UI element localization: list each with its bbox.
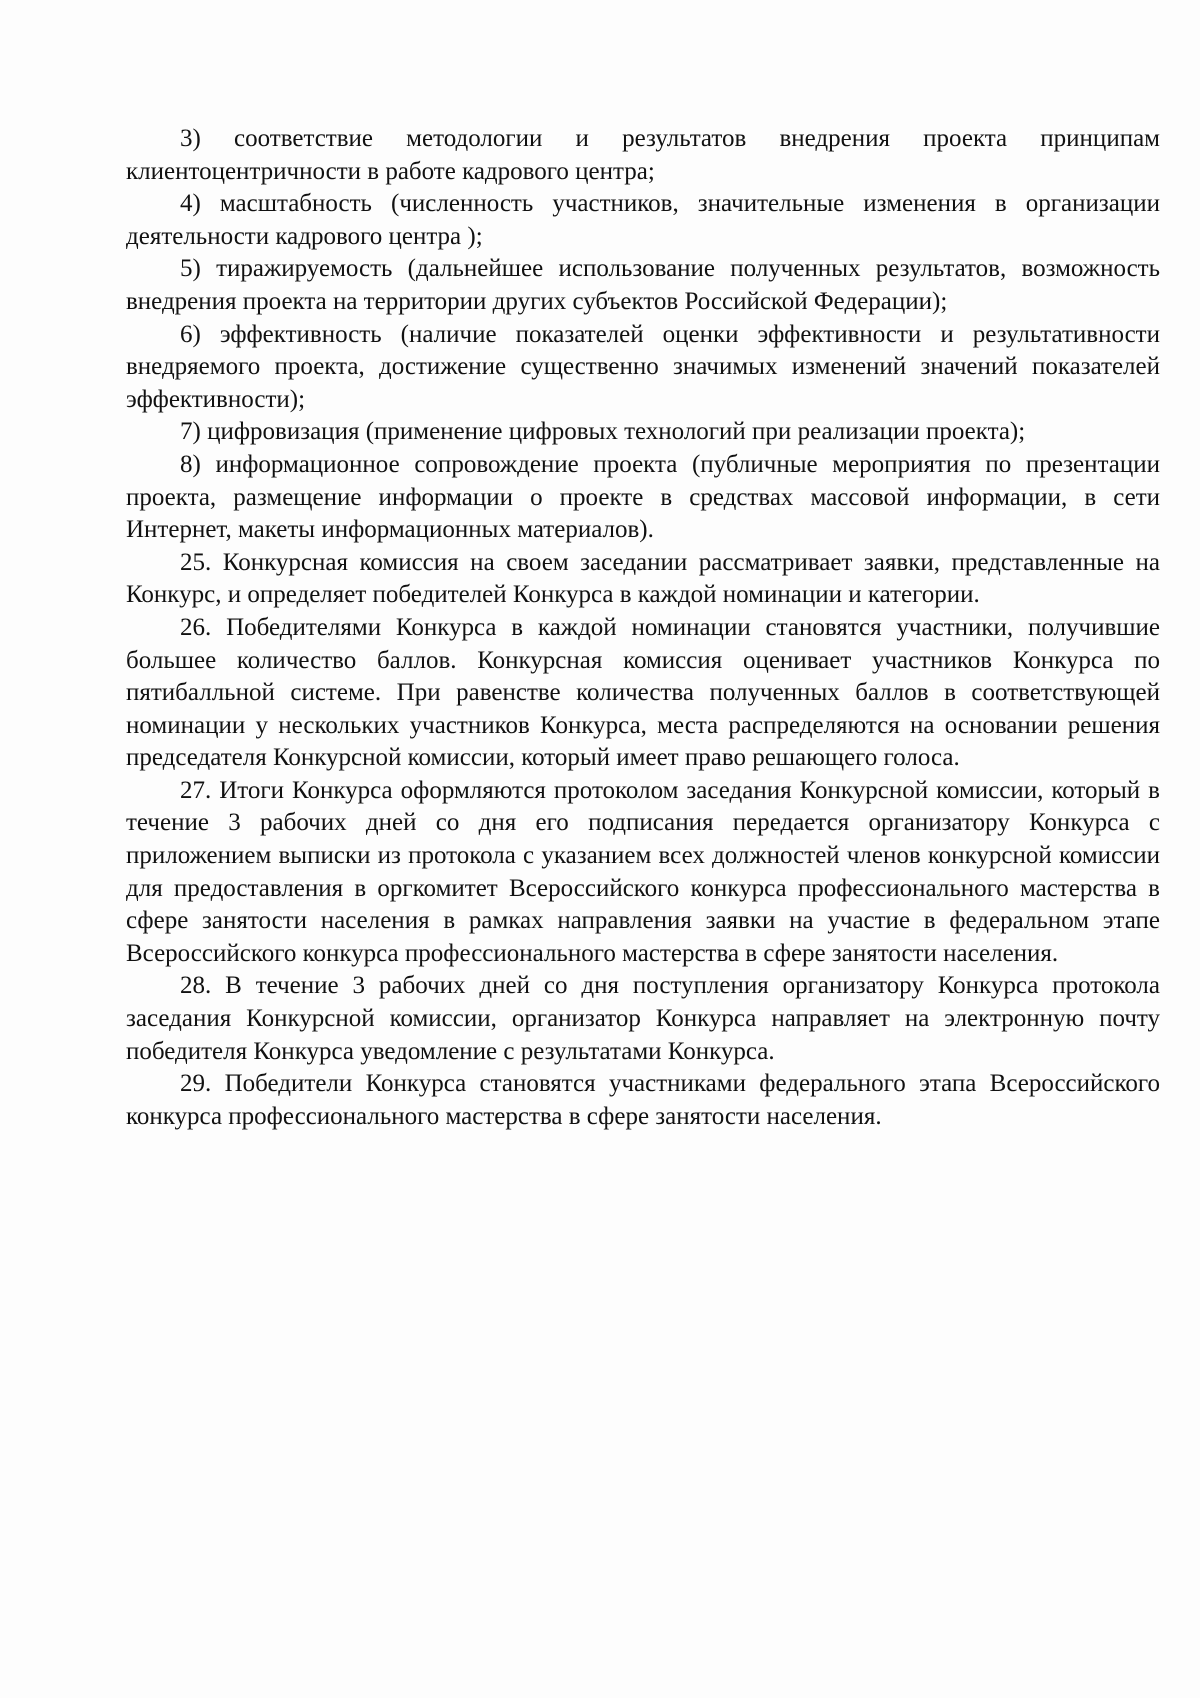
criterion-5-paragraph: 5) тиражируемость (дальнейшее использование полученных результатов, возможность внедрения проекта на территории других субъектов Российской Федерации); (126, 255, 1160, 315)
clause-27-paragraph: 27. Итоги Конкурса оформляются протоколом заседания Конкурсной комиссии, который в течение 3 рабочих дней со дня его подписания передается организатору Конкурса с приложением выписки из протокола с указанием всех должностей членов конкурсной комиссии для предоставления в оргкомитет Всероссийского конкурса профессионального мастерства в сфере занятости населения в рамках направления заявки на участие в федеральном этапе Всероссийского конкурса профессионального мастерства в сфере занятости населения. (126, 776, 1160, 967)
criterion-6-paragraph: 6) эффективность (наличие показателей оценки эффективности и результативности внедряемого проекта, достижение существенно значимых изменений значений показателей эффективности); (126, 320, 1160, 413)
criterion-4-paragraph: 4) масштабность (численность участников, значительные изменения в организации деятельности кадрового центра ); (126, 190, 1160, 250)
clause-29-paragraph: 29. Победители Конкурса становятся участниками федерального этапа Всероссийского конкурса профессионального мастерства в сфере занятости населения. (126, 1070, 1160, 1130)
clause-26-paragraph: 26. Победителями Конкурса в каждой номинации становятся участники, получившие большее количество баллов. Конкурсная комиссия оценивает участников Конкурса по пятибалльной системе. При равенстве количества полученных баллов в соответствующей номинации у нескольких участников Конкурса, места распределяются на основании решения председателя Конкурсной комиссии, который имеет право решающего голоса. (126, 613, 1160, 772)
criterion-7-paragraph: 7) цифровизация (применение цифровых технологий при реализации проекта); (180, 418, 1026, 446)
criterion-8-paragraph: 8) информационное сопровождение проекта (публичные мероприятия по презентации проекта, размещение информации о проекте в средствах массовой информации, в сети Интернет, макеты информационных материалов). (126, 450, 1160, 544)
clause-25-paragraph: 25. Конкурсная комиссия на своем заседании рассматривает заявки, представленные на Конкурс, и определяет победителей Конкурса в каждой номинации и категории. (126, 548, 1160, 609)
document-body (126, 123, 1160, 1133)
clause-28-paragraph: 28. В течение 3 рабочих дней со дня поступления организатору Конкурса протокола заседания Конкурсной комиссии, организатор Конкурса направляет на электронную почту победителя Конкурса уведомление с результатами Конкурса. (126, 972, 1160, 1065)
criterion-3-paragraph: 3) соответствие методологии и результатов внедрения проекта принципам клиентоцентричности в работе кадрового центра; (126, 125, 1160, 185)
